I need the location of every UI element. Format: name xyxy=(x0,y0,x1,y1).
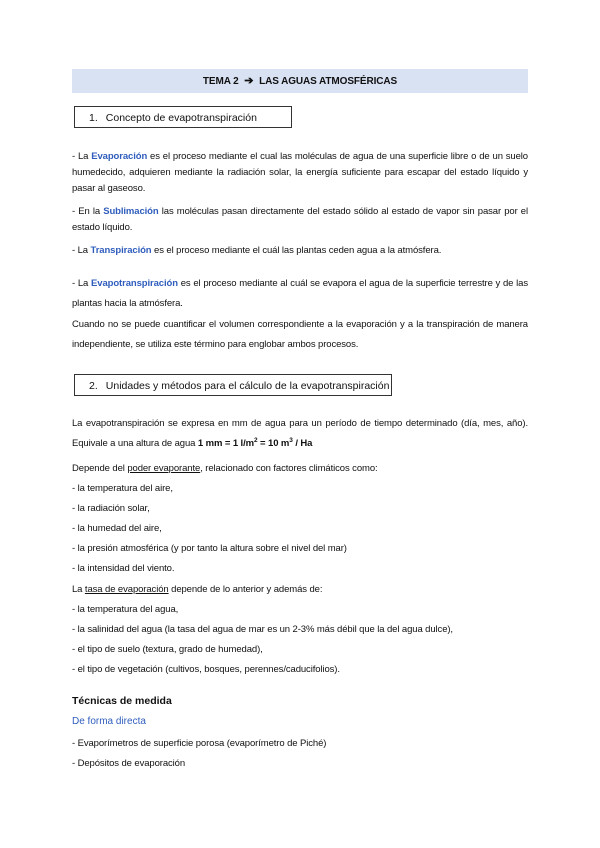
text: Depende del xyxy=(72,463,128,474)
text: - En la xyxy=(72,206,104,217)
superscript: 2 xyxy=(253,436,258,444)
list-item: - Evaporímetros de superficie porosa (evaporímetro de Piché) xyxy=(72,738,327,749)
subheading-directa: De forma directa xyxy=(72,716,146,727)
list-item: - el tipo de vegetación (cultivos, bosques, perennes/caducifolios). xyxy=(72,664,340,675)
list-item: - el tipo de suelo (textura, grado de humedad), xyxy=(72,644,263,655)
heading-tecnicas: Técnicas de medida xyxy=(72,695,172,707)
text: depende de lo anterior y además de: xyxy=(168,584,323,595)
list-item: - la intensidad del viento. xyxy=(72,563,175,574)
text: - La xyxy=(72,245,91,256)
text: es el proceso mediante el cual las moléculas de agua de una superficie libre o de un suelo humedecido, adquieren mediante la radiación solar, la energía suficiente para escapar del estado líquido y pasar al gaseoso. xyxy=(72,151,528,194)
paragraph-cuando: Cuando no se puede cuantificar el volumen correspondiente a la evaporación y a la transpiración de manera independiente, se utiliza este término para englobar ambos procesos. xyxy=(72,319,528,350)
paragraph-evapotranspiracion xyxy=(72,274,528,314)
term-evapotranspiracion: Evapotranspiración xyxy=(91,278,178,289)
text: las moléculas pasan directamente del estado sólido al estado de vapor sin pasar por el estado líquido. xyxy=(72,206,528,233)
underlined-term: tasa de evaporación xyxy=(84,584,169,595)
list-item: - la presión atmosférica (y por tanto la altura sobre el nivel del mar) xyxy=(72,543,347,554)
paragraph-sublimacion xyxy=(72,204,528,236)
title-part2: LAS AGUAS ATMOSFÉRICAS xyxy=(259,76,398,87)
list-item: - la temperatura del aire, xyxy=(72,483,173,494)
list-item: - la radiación solar, xyxy=(72,503,150,514)
underlined-term: poder evaporante xyxy=(127,463,201,474)
paragraph-evaporacion xyxy=(72,149,528,197)
term-transpiracion: Transpiración xyxy=(90,245,152,256)
list-item: - la salinidad del agua (la tasa del agua de mar es un 2-3% más débil que la del agua dulce), xyxy=(72,624,453,635)
formula-part: 1 mm = 1 l/m xyxy=(197,438,254,449)
list-item: - la temperatura del agua, xyxy=(72,604,179,615)
text: La evapotranspiración se expresa en mm de agua para un período de tiempo determinado (día, mes, año). Equivale a una altura de agua xyxy=(72,418,528,449)
title-part1: TEMA 2 xyxy=(202,76,239,87)
paragraph-expresa xyxy=(72,414,528,454)
text: La xyxy=(72,584,85,595)
text: - La xyxy=(72,151,92,162)
superscript: 3 xyxy=(289,436,293,444)
section-number: 1. xyxy=(89,112,98,124)
formula-part: / Ha xyxy=(292,438,313,449)
section-label: Unidades y métodos para el cálculo de la evapotranspiración xyxy=(105,380,390,392)
paragraph-transpiracion xyxy=(72,243,528,259)
text: - La xyxy=(72,278,92,289)
list-item: - Depósitos de evaporación xyxy=(72,758,186,769)
text: es el proceso mediante el cuál las plantas ceden agua a la atmósfera. xyxy=(151,245,442,256)
term-evaporacion: Evaporación xyxy=(91,151,148,162)
text: es el proceso mediante al cuál se evapora el agua de la superficie terrestre y de las plantas hacia la atmósfera. xyxy=(72,278,528,309)
term-sublimacion: Sublimación xyxy=(103,206,159,217)
arrow-right-icon: ➔ xyxy=(244,75,254,87)
formula-part: = 10 m xyxy=(257,438,290,449)
tasa-line xyxy=(72,583,322,597)
section-heading-1 xyxy=(74,106,292,128)
document-title xyxy=(72,69,528,93)
list-item: - la humedad del aire, xyxy=(72,523,162,534)
section-label: Concepto de evapotranspiración xyxy=(105,112,257,124)
formula xyxy=(198,438,312,449)
section-heading-2 xyxy=(74,374,392,396)
depende-line xyxy=(72,462,378,476)
section-number: 2. xyxy=(89,380,98,392)
text: , relacionado con factores climáticos como: xyxy=(200,463,378,474)
